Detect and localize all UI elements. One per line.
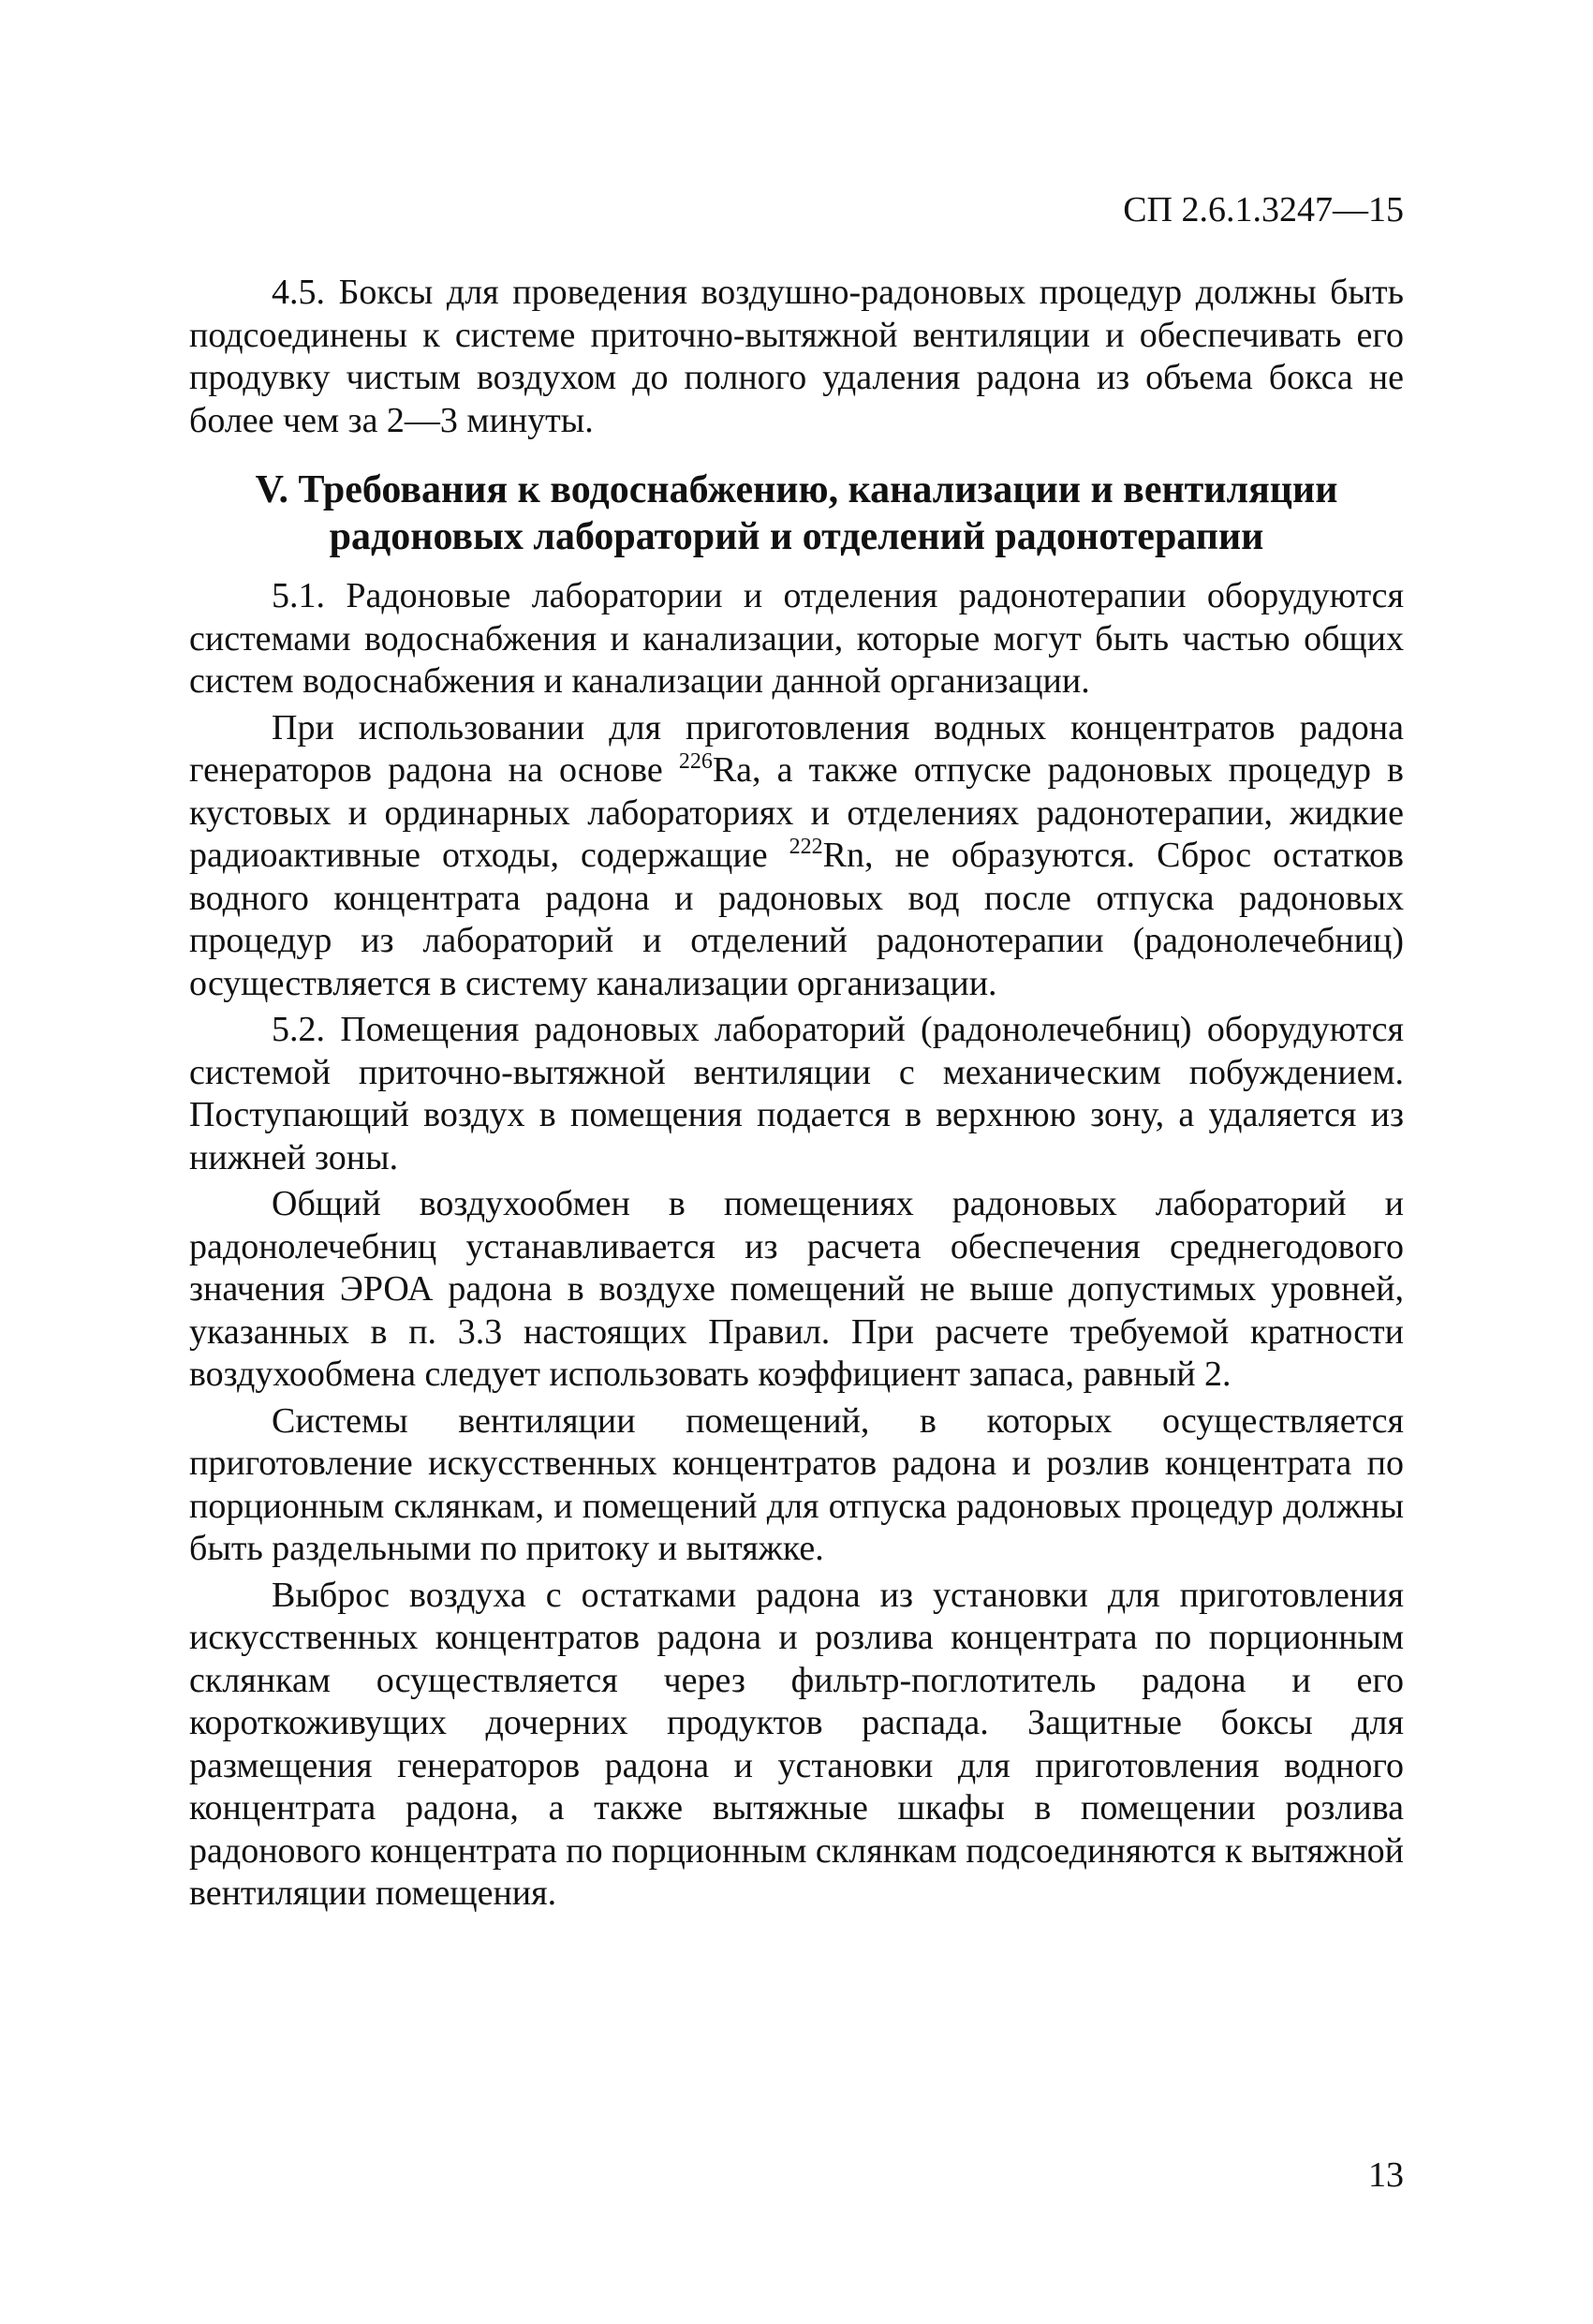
isotopes-text-part-2: , а также отпуске радоновых процедур в кустовых и ординарных лабораториях и отделениях радонотерапии, жидкие радиоактивные отходы, содержащие	[189, 750, 1404, 875]
paragraph-air-exchange: Общий воздухообмен в помещениях радоновых лабораторий и радонолечебниц устанавливается из расчета обеспечения среднегодового значения ЭРОА радона в воздухе помещений не выше допустимых уровней, указанных в п. 3.3 настоящих Правил. При расчете требуемой кратности воздухообмена следует использовать коэффициент запаса, равный 2.	[189, 1184, 1404, 1394]
paragraph-4-5: 4.5. Боксы для проведения воздушно-радоновых процедур должны быть подсоединены к системе приточно-вытяжной вентиляции и обеспечивать его продувку чистым воздухом до полного удаления радона из объема бокса не более чем за 2—3 минуты.	[189, 273, 1404, 440]
page-number: 13	[1368, 2155, 1404, 2195]
radon-mass-number: 222	[789, 835, 823, 859]
document-code-header: СП 2.6.1.3247—15	[1123, 190, 1404, 229]
paragraph-isotopes	[189, 707, 1404, 1006]
paragraph-air-exhaust: Выброс воздуха с остатками радона из установки для приготовления искусственных концентратов радона и розлива концентрата по порционным склянкам осуществляется через фильтр-поглотитель радона и его короткоживущих дочерних продуктов распада. Защитные боксы для размещения генераторов радона и установки для приготовления водного концентрата радона, а также вытяжные шкафы в помещении розлива радонового концентрата по порционным склянкам подсоединяются к вытяжной вентиляции помещения.	[189, 1575, 1404, 1913]
radon-symbol: Rn	[822, 836, 865, 875]
radium-symbol: Ra	[712, 750, 753, 790]
isotopes-text-part-3: , не образуются. Сброс остатков водного концентрата радона и радоновых вод после отпуска радоновых процедур из лабораторий и отделений радонотерапии (радонолечебниц) осуществляется в систему канализации организации.	[189, 836, 1404, 1003]
document-body	[189, 272, 1404, 1916]
isotopes-text-part-1: При использовании для приготовления водных концентратов радона генераторов радона на основе	[189, 707, 1404, 790]
paragraph-5-2: 5.2. Помещения радоновых лабораторий (радонолечебниц) оборудуются системой приточно-вытяжной вентиляции с механическим побуждением. Поступающий воздух в помещения подается в верхнюю зону, а удаляется из нижней зоны.	[189, 1010, 1404, 1177]
section-v-heading	[189, 466, 1404, 560]
paragraph-5-1: 5.1. Радоновые лаборатории и отделения радонотерапии оборудуются системами водоснабжения и канализации, которые могут быть частью общих систем водоснабжения и канализации данной организации.	[189, 576, 1404, 701]
radium-mass-number: 226	[678, 749, 713, 774]
paragraph-ventilation-systems: Системы вентиляции помещений, в которых осуществляется приготовление искусственных концентратов радона и розлив концентрата по порционным склянкам, и помещений для отпуска радоновых процедур должны быть раздельными по притоку и вытяжке.	[189, 1400, 1404, 1568]
section-v-heading-line-2: радоновых лабораторий и отделений радонотерапии	[329, 515, 1264, 558]
section-v-heading-line-1: V. Требования к водоснабжению, канализации и вентиляции	[255, 468, 1338, 511]
